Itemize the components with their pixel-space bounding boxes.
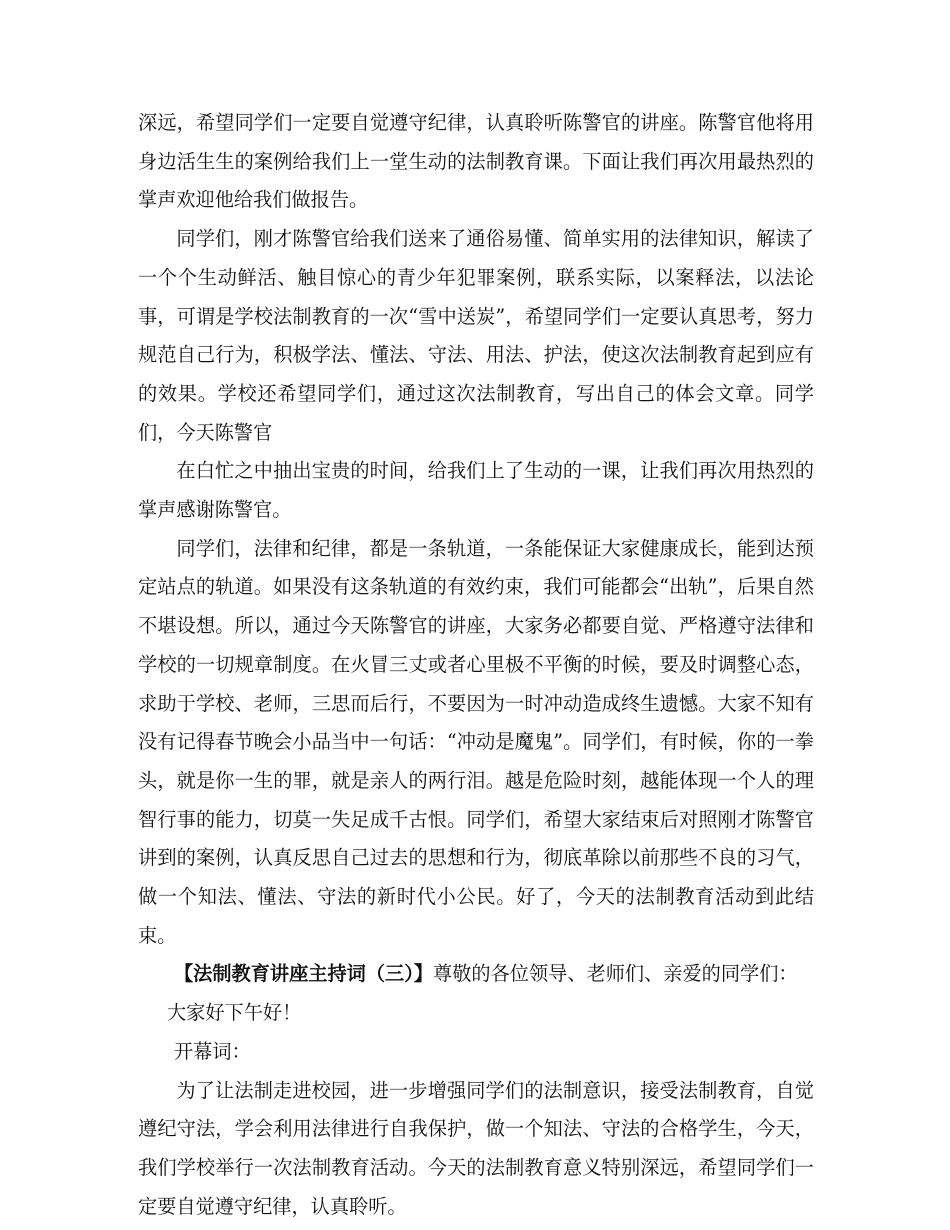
paragraph-3: 在白忙之中抽出宝贵的时间，给我们上了生动的一课，让我们再次用热烈的掌声感谢陈警官。 — [138, 459, 814, 522]
paragraph-final: 为了让法制走进校园，进一步增强同学们的法制意识，接受法制教育，自觉遵纪守法，学会利用法律进行自我保护，做一个知法、守法的合格学生，今天，我们学校举行一次法制教育活动。今天的法制教育意义特别深远，希望同学们一定要自觉遵守纪律，认真聆听。 — [138, 1078, 814, 1218]
section-heading — [138, 955, 814, 994]
document-page — [138, 104, 814, 1226]
opening-label: 开幕词： — [174, 1039, 251, 1063]
section-salutation: 尊敬的各位领导、老师们、亲爱的同学们： — [433, 962, 798, 986]
paragraph-2: 同学们，刚才陈警官给我们送来了通俗易懂、简单实用的法律知识，解读了一个个生动鲜活、触目惊心的青少年犯罪案例，联系实际，以案释法，以法论事，可谓是学校法制教育的一次“雪中送炭”，希望同学们一定要认真思考，努力规范自己行为，积极学法、懂法、守法、用法、护法，使这次法制教育起到应有的效果。学校还希望同学们，通过这次法制教育，写出自己的体会文章。同学们，今天陈警官 — [138, 227, 814, 444]
section-title: 【法制教育讲座主持词（三）】 — [174, 962, 434, 986]
paragraph-4: 同学们，法律和纪律，都是一条轨道，一条能保证大家健康成长，能到达预定站点的轨道。如果没有这条轨道的有效约束，我们可能都会“出轨”，后果自然不堪设想。所以，通过今天陈警官的讲座，大家务必都要自觉、严格遵守法律和学校的一切规章制度。在火冒三丈或者心里极不平衡的时候，要及时调整心态，求助于学校、老师，三思而后行，不要因为一时冲动造成终生遗憾。大家不知有没有记得春节晚会小品当中一句话：“冲动是魔鬼”。同学们，有时候，你的一拳头，就是你一生的罪，就是亲人的两行泪。越是危险时刻，越能体现一个人的理智行事的能力，切莫一失足成千古恨。同学们，希望大家结束后对照刚才陈警官讲到的案例，认真反思自己过去的思想和行为，彻底革除以前那些不良的习气，做一个知法、懂法、守法的新时代小公民。好了，今天的法制教育活动到此结束。 — [138, 536, 814, 947]
greeting-line: 大家好下午好！ — [167, 1001, 302, 1025]
paragraph-1: 深远，希望同学们一定要自觉遵守纪律，认真聆听陈警官的讲座。陈警官他将用身边活生生的案例给我们上一堂生动的法制教育课。下面让我们再次用最热烈的掌声欢迎他给我们做报告。 — [138, 111, 814, 212]
